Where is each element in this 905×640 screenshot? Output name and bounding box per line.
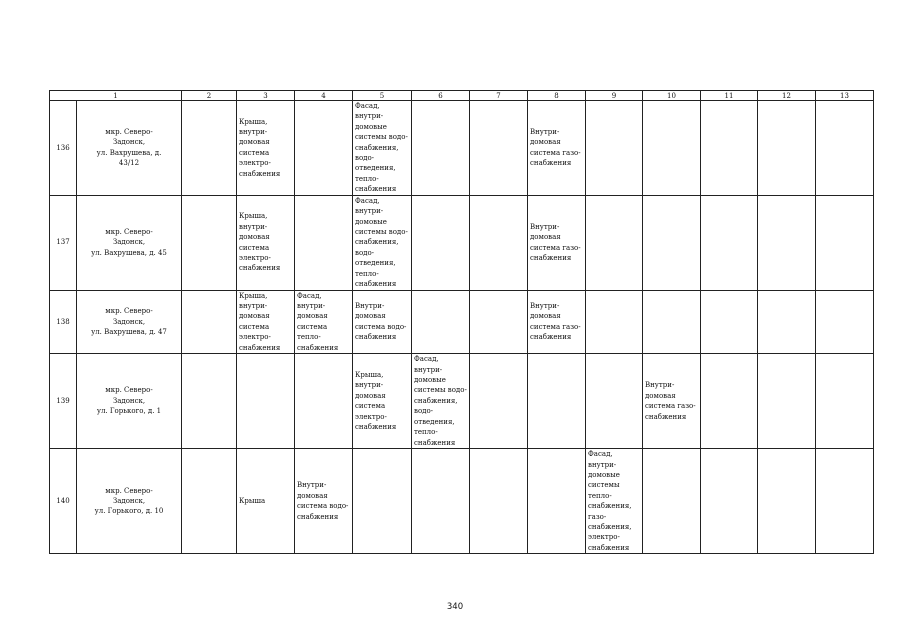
work-cell-col-6 [412,449,470,554]
address-cell: мкр. Северо- Задонск, ул. Вахрушева, д. 47 [77,290,182,353]
table-row [50,101,874,196]
work-cell-col-13 [816,354,874,449]
work-cell-col-12 [758,354,816,449]
work-cell-col-10 [643,195,701,290]
header-cell-9: 9 [586,91,643,101]
header-cell-8: 8 [528,91,586,101]
work-cell-col-8: Внутри- домовая система газо- снабжения [528,290,586,353]
work-cell-col-10 [643,101,701,196]
work-cell-col-7 [470,101,528,196]
work-cell-col-3: Крыша [237,449,295,554]
schedule-table [49,90,874,554]
work-cell-col-4: Фасад, внутри- домовая система тепло- снабжения [295,290,353,353]
work-cell-col-10: Внутри- домовая система газо- снабжения [643,354,701,449]
work-cell-col-13 [816,290,874,353]
work-cell-col-2 [182,354,237,449]
header-row [50,91,874,101]
work-cell-col-8 [528,449,586,554]
header-cell-12: 12 [758,91,816,101]
work-cell-col-9 [586,290,643,353]
work-cell-col-4 [295,354,353,449]
work-cell-col-3 [237,354,295,449]
work-cell-col-10 [643,290,701,353]
header-cell-4: 4 [295,91,353,101]
work-cell-col-9 [586,354,643,449]
row-number: 136 [50,101,77,196]
work-cell-col-12 [758,449,816,554]
work-cell-col-5: Фасад, внутри- домовые системы водо- снабжения, водо- отведения, тепло- снабжения [353,101,412,196]
work-cell-col-10 [643,449,701,554]
row-number: 137 [50,195,77,290]
header-cell-7: 7 [470,91,528,101]
work-cell-col-6 [412,101,470,196]
work-cell-col-7 [470,195,528,290]
work-cell-col-9 [586,101,643,196]
header-cell-10: 10 [643,91,701,101]
page-number: 340 [446,602,464,612]
work-cell-col-11 [701,290,758,353]
work-cell-col-4 [295,195,353,290]
work-cell-col-13 [816,101,874,196]
row-number: 138 [50,290,77,353]
work-cell-col-5: Крыша, внутри- домовая система электро- снабжения [353,354,412,449]
header-cell-6: 6 [412,91,470,101]
row-number: 139 [50,354,77,449]
work-cell-col-7 [470,449,528,554]
work-cell-col-3: Крыша, внутри- домовая система электро- снабжения [237,101,295,196]
work-cell-col-9: Фасад, внутри- домовые системы тепло- снабжения, газо- снабжения, электро- снабжения [586,449,643,554]
header-cell-5: 5 [353,91,412,101]
work-cell-col-12 [758,195,816,290]
work-cell-col-13 [816,195,874,290]
address-cell: мкр. Северо- Задонск, ул. Горького, д. 10 [77,449,182,554]
work-cell-col-13 [816,449,874,554]
address-cell: мкр. Северо- Задонск, ул. Вахрушева, д. 43/12 [77,101,182,196]
header-cell-1: 1 [50,91,182,101]
table-row [50,290,874,353]
header-cell-13: 13 [816,91,874,101]
work-cell-col-6: Фасад, внутри- домовые системы водо- снабжения, водо- отведения, тепло- снабжения [412,354,470,449]
work-cell-col-2 [182,449,237,554]
work-cell-col-7 [470,354,528,449]
work-cell-col-5: Внутри- домовая система водо- снабжения [353,290,412,353]
work-cell-col-3: Крыша, внутри- домовая система электро- снабжения [237,290,295,353]
address-cell: мкр. Северо- Задонск, ул. Горького, д. 1 [77,354,182,449]
work-cell-col-11 [701,101,758,196]
work-cell-col-12 [758,101,816,196]
work-cell-col-6 [412,290,470,353]
work-cell-col-5: Фасад, внутри- домовые системы водо- снабжения, водо- отведения, тепло- снабжения [353,195,412,290]
work-cell-col-5 [353,449,412,554]
work-cell-col-8: Внутри- домовая система газо- снабжения [528,195,586,290]
work-cell-col-12 [758,290,816,353]
work-cell-col-6 [412,195,470,290]
table-row [50,354,874,449]
table-row [50,195,874,290]
work-cell-col-2 [182,290,237,353]
work-cell-col-4: Внутри- домовая система водо- снабжения [295,449,353,554]
work-cell-col-2 [182,195,237,290]
table-row [50,449,874,554]
work-cell-col-9 [586,195,643,290]
work-cell-col-8 [528,354,586,449]
header-cell-3: 3 [237,91,295,101]
header-cell-11: 11 [701,91,758,101]
header-cell-2: 2 [182,91,237,101]
work-cell-col-7 [470,290,528,353]
work-cell-col-8: Внутри- домовая система газо- снабжения [528,101,586,196]
work-cell-col-4 [295,101,353,196]
work-cell-col-3: Крыша, внутри- домовая система электро- снабжения [237,195,295,290]
address-cell: мкр. Северо- Задонск, ул. Вахрушева, д. 45 [77,195,182,290]
work-cell-col-11 [701,449,758,554]
work-cell-col-2 [182,101,237,196]
work-cell-col-11 [701,354,758,449]
work-cell-col-11 [701,195,758,290]
row-number: 140 [50,449,77,554]
